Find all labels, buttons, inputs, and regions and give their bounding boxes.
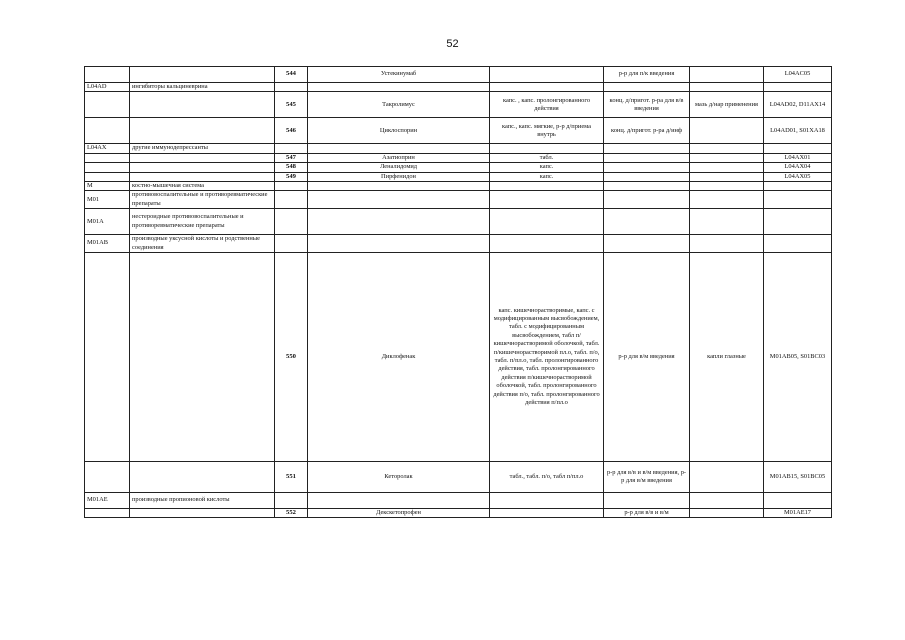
- drug-name-cell: [308, 144, 490, 153]
- atc-group-code-cell: L04AD: [85, 83, 130, 92]
- atc-group-code-cell: M01A: [85, 209, 130, 235]
- group-description-cell: костно-мышечная система: [130, 182, 275, 191]
- table-row: [85, 462, 832, 493]
- atc-group-code-cell: M: [85, 182, 130, 191]
- drug-name-cell: [308, 235, 490, 253]
- dosage-form-other-cell: [690, 191, 764, 209]
- group-description-cell: [130, 67, 275, 83]
- group-description-cell: [130, 163, 275, 172]
- atc-group-code-cell: [85, 118, 130, 144]
- dosage-form-other-cell: [690, 144, 764, 153]
- row-number-cell: 544: [275, 67, 308, 83]
- atc-group-code-cell: [85, 67, 130, 83]
- dosage-form-injection-cell: [604, 235, 690, 253]
- atc-code-cell: L04AC05: [764, 67, 832, 83]
- dosage-form-injection-cell: [604, 182, 690, 191]
- dosage-form-injection-cell: [604, 209, 690, 235]
- dosage-form-oral-cell: табл.: [490, 153, 604, 162]
- table-row: [85, 83, 832, 92]
- drug-name-cell: Устекинумаб: [308, 67, 490, 83]
- atc-code-cell: L04AD01, S01XA18: [764, 118, 832, 144]
- table-row: [85, 509, 832, 518]
- row-number-cell: 550: [275, 253, 308, 462]
- drug-name-cell: Циклоспорин: [308, 118, 490, 144]
- group-description-cell: нестероидные противовоспалительные и противоревматические препараты: [130, 209, 275, 235]
- dosage-form-oral-cell: капс. кишечнорастворимые, капс. с модифицированным высвобождением, табл. с модифицированным высвобождением, табл п/кишечнорастворимой оболочкой, табл. п/кишечнорастворимой пл.о, табл. п/о, табл. п/пл.о, табл. пролонгированного действия, табл. пролонгированного действия п/кишечнорастворимой оболочкой, табл. пролонгированного действия п/о, табл. пролонгированного действия п/пл.о: [490, 253, 604, 462]
- row-number-cell: [275, 191, 308, 209]
- atc-code-cell: M01AB05, S01BC03: [764, 253, 832, 462]
- table-row: [85, 163, 832, 172]
- atc-group-code-cell: [85, 163, 130, 172]
- table-row: [85, 493, 832, 509]
- drug-name-cell: [308, 191, 490, 209]
- group-description-cell: другие иммунодепрессанты: [130, 144, 275, 153]
- dosage-form-other-cell: [690, 209, 764, 235]
- dosage-form-other-cell: [690, 83, 764, 92]
- atc-group-code-cell: [85, 153, 130, 162]
- group-description-cell: [130, 92, 275, 118]
- atc-code-cell: L04AX05: [764, 172, 832, 181]
- row-number-cell: 547: [275, 153, 308, 162]
- atc-code-cell: [764, 144, 832, 153]
- atc-code-cell: [764, 493, 832, 509]
- atc-code-cell: [764, 182, 832, 191]
- group-description-cell: противовоспалительные и противоревматические препараты: [130, 191, 275, 209]
- dosage-form-other-cell: [690, 67, 764, 83]
- group-description-cell: ингибиторы кальциневрина: [130, 83, 275, 92]
- atc-code-cell: M01AB15, S01BC05: [764, 462, 832, 493]
- group-description-cell: [130, 509, 275, 518]
- dosage-form-other-cell: [690, 509, 764, 518]
- dosage-form-injection-cell: конц. д/пригот. р-ра для в/в введения: [604, 92, 690, 118]
- dosage-form-oral-cell: [490, 191, 604, 209]
- atc-group-code-cell: [85, 253, 130, 462]
- dosage-form-oral-cell: [490, 235, 604, 253]
- dosage-form-other-cell: [690, 235, 764, 253]
- dosage-form-oral-cell: [490, 144, 604, 153]
- drug-name-cell: [308, 493, 490, 509]
- table-row: [85, 92, 832, 118]
- drug-name-cell: Такролимус: [308, 92, 490, 118]
- dosage-form-injection-cell: [604, 153, 690, 162]
- group-description-cell: [130, 172, 275, 181]
- atc-code-cell: [764, 235, 832, 253]
- drug-name-cell: Диклофенак: [308, 253, 490, 462]
- dosage-form-injection-cell: [604, 172, 690, 181]
- dosage-form-oral-cell: [490, 83, 604, 92]
- table-row: [85, 253, 832, 462]
- dosage-form-injection-cell: [604, 163, 690, 172]
- drug-name-cell: Кеторолак: [308, 462, 490, 493]
- table-row: [85, 235, 832, 253]
- dosage-form-injection-cell: [604, 191, 690, 209]
- row-number-cell: 546: [275, 118, 308, 144]
- row-number-cell: [275, 235, 308, 253]
- dosage-form-injection-cell: конц. д/пригот. р-ра д/инф: [604, 118, 690, 144]
- drug-list-table: [84, 66, 832, 518]
- atc-group-code-cell: L04AX: [85, 144, 130, 153]
- dosage-form-oral-cell: [490, 67, 604, 83]
- dosage-form-oral-cell: [490, 209, 604, 235]
- atc-group-code-cell: [85, 92, 130, 118]
- row-number-cell: [275, 83, 308, 92]
- dosage-form-other-cell: [690, 462, 764, 493]
- dosage-form-oral-cell: [490, 509, 604, 518]
- drug-name-cell: [308, 83, 490, 92]
- table-row: [85, 191, 832, 209]
- drug-name-cell: Леналидомид: [308, 163, 490, 172]
- group-description-cell: [130, 118, 275, 144]
- atc-code-cell: [764, 209, 832, 235]
- drug-name-cell: Пирфенидон: [308, 172, 490, 181]
- dosage-form-injection-cell: р-р для в/в и в/м введения, р-р для в/м введения: [604, 462, 690, 493]
- drug-name-cell: [308, 209, 490, 235]
- drug-name-cell: Декскетопрофен: [308, 509, 490, 518]
- row-number-cell: [275, 144, 308, 153]
- dosage-form-oral-cell: капс.: [490, 172, 604, 181]
- dosage-form-oral-cell: [490, 493, 604, 509]
- atc-code-cell: [764, 191, 832, 209]
- row-number-cell: 549: [275, 172, 308, 181]
- dosage-form-oral-cell: капс.: [490, 163, 604, 172]
- row-number-cell: [275, 493, 308, 509]
- table-row: [85, 172, 832, 181]
- table-row: [85, 67, 832, 83]
- row-number-cell: [275, 182, 308, 191]
- row-number-cell: 548: [275, 163, 308, 172]
- dosage-form-injection-cell: р-р для в/в и в/м: [604, 509, 690, 518]
- drug-name-cell: Азатиоприн: [308, 153, 490, 162]
- dosage-form-injection-cell: [604, 83, 690, 92]
- atc-group-code-cell: M01AB: [85, 235, 130, 253]
- dosage-form-other-cell: [690, 493, 764, 509]
- group-description-cell: производные уксусной кислоты и родственные соединения: [130, 235, 275, 253]
- table-row: [85, 182, 832, 191]
- group-description-cell: [130, 462, 275, 493]
- dosage-form-injection-cell: [604, 493, 690, 509]
- table-row: [85, 209, 832, 235]
- table-body: [85, 67, 832, 518]
- dosage-form-other-cell: капли глазные: [690, 253, 764, 462]
- drug-name-cell: [308, 182, 490, 191]
- group-description-cell: производные пропионовой кислоты: [130, 493, 275, 509]
- dosage-form-other-cell: [690, 163, 764, 172]
- row-number-cell: [275, 209, 308, 235]
- table-row: [85, 144, 832, 153]
- row-number-cell: 551: [275, 462, 308, 493]
- group-description-cell: [130, 153, 275, 162]
- atc-group-code-cell: M01: [85, 191, 130, 209]
- table-row: [85, 118, 832, 144]
- atc-code-cell: L04AX04: [764, 163, 832, 172]
- dosage-form-other-cell: [690, 182, 764, 191]
- atc-code-cell: L04AX01: [764, 153, 832, 162]
- atc-code-cell: L04AD02, D11AX14: [764, 92, 832, 118]
- atc-code-cell: [764, 83, 832, 92]
- dosage-form-oral-cell: капс., капс. мягкие, р-р д/приема внутрь: [490, 118, 604, 144]
- dosage-form-injection-cell: р-р для п/к введения: [604, 67, 690, 83]
- dosage-form-oral-cell: [490, 182, 604, 191]
- dosage-form-other-cell: [690, 172, 764, 181]
- dosage-form-injection-cell: [604, 144, 690, 153]
- page-number: 52: [446, 38, 459, 50]
- dosage-form-other-cell: [690, 118, 764, 144]
- atc-group-code-cell: [85, 509, 130, 518]
- row-number-cell: 545: [275, 92, 308, 118]
- dosage-form-other-cell: [690, 153, 764, 162]
- dosage-form-other-cell: мазь д/нар применения: [690, 92, 764, 118]
- dosage-form-injection-cell: р-р для в/м введения: [604, 253, 690, 462]
- atc-group-code-cell: M01AE: [85, 493, 130, 509]
- atc-code-cell: M01AE17: [764, 509, 832, 518]
- group-description-cell: [130, 253, 275, 462]
- row-number-cell: 552: [275, 509, 308, 518]
- dosage-form-oral-cell: капс. , капс. пролонгированного действия: [490, 92, 604, 118]
- atc-group-code-cell: [85, 172, 130, 181]
- dosage-form-oral-cell: табл., табл. п/о, табл п/пл.о: [490, 462, 604, 493]
- table-row: [85, 153, 832, 162]
- atc-group-code-cell: [85, 462, 130, 493]
